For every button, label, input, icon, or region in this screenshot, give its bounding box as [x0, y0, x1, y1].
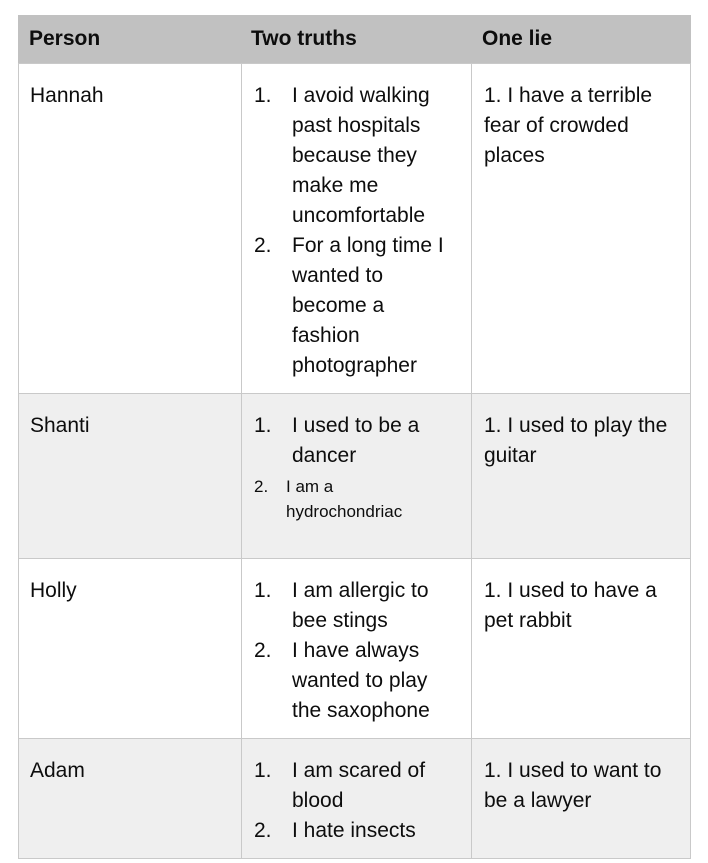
list-marker: 2. [254, 819, 272, 842]
person-cell: Adam [30, 759, 85, 782]
truth-item [242, 816, 445, 846]
truth-text: I avoid walking past hospitals because they make me uncomfortable [292, 84, 430, 227]
person-cell: Hannah [30, 84, 104, 107]
truth-item [242, 471, 445, 524]
truth-text: I am a hydrochondriac [286, 477, 403, 521]
lie-cell: 1. I used to play the guitar [484, 414, 668, 467]
list-marker: 1. [254, 84, 272, 107]
list-marker: 1. [254, 414, 272, 437]
table-row-shanti [18, 394, 691, 559]
table-row-adam [18, 739, 691, 859]
truth-item [242, 81, 445, 231]
truths-cell [241, 394, 472, 558]
table-header-row [18, 15, 691, 63]
list-marker: 1. [254, 579, 272, 602]
header-cell-person: Person [29, 27, 101, 50]
person-cell: Holly [30, 579, 77, 602]
table-body [18, 63, 691, 859]
header-cell-two-truths: Two truths [251, 27, 357, 50]
truths-cell [241, 559, 472, 738]
table-row-hannah [18, 64, 691, 394]
truth-text: I hate insects [292, 819, 416, 842]
truth-text: For a long time I wanted to become a fashion photographer [292, 234, 444, 377]
truth-text: I have always wanted to play the saxophone [292, 639, 430, 722]
truth-item [242, 756, 445, 816]
list-marker: 2. [254, 477, 269, 496]
truth-item [242, 576, 445, 636]
lie-cell: 1. I have a terrible fear of crowded places [484, 84, 653, 167]
two-truths-one-lie-table [18, 15, 691, 859]
lie-cell: 1. I used to have a pet rabbit [484, 579, 657, 632]
truth-text: I am allergic to bee stings [292, 579, 429, 632]
list-marker: 1. [254, 759, 272, 782]
table-row-holly [18, 559, 691, 739]
person-cell: Shanti [30, 414, 90, 437]
header-cell-one-lie: One lie [482, 27, 553, 50]
truth-item [242, 636, 445, 726]
truths-cell [241, 739, 472, 858]
list-marker: 2. [254, 639, 272, 662]
truth-item [242, 231, 445, 381]
list-marker: 2. [254, 234, 272, 257]
truths-cell [241, 64, 472, 393]
truth-text: I used to be a dancer [292, 414, 420, 467]
truth-item [242, 411, 445, 471]
lie-cell: 1. I used to want to be a lawyer [484, 759, 662, 812]
truth-text: I am scared of blood [292, 759, 426, 812]
